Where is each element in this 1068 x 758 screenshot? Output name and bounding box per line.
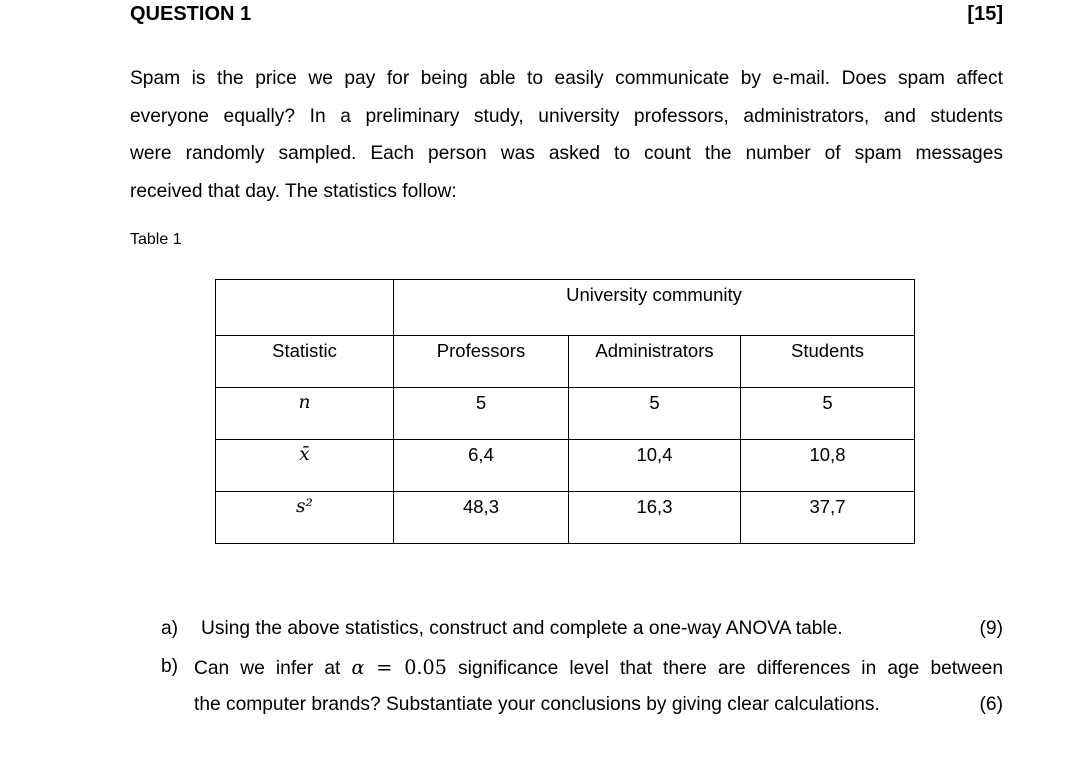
intro-line: received that day. The statistics follow:: [130, 181, 457, 203]
table-caption: Table 1: [130, 231, 182, 248]
column-header-administrators: Administrators: [569, 336, 741, 388]
alpha-expression: [351, 656, 447, 679]
intro-line: everyone equally? In a preliminary study, university professors, administrators, and students: [130, 105, 1003, 127]
row-symbol-xbar: x̄: [216, 440, 394, 492]
part-b-line2: [161, 694, 1003, 732]
part-b-post: significance level that there are differences in age between: [446, 658, 1003, 679]
table-cell: 48,3: [394, 492, 569, 544]
table-cell: 5: [569, 388, 741, 440]
table-corner-cell: [216, 280, 394, 336]
statistics-table: [215, 279, 915, 544]
part-b-label: b): [161, 656, 179, 677]
column-header-students: Students: [741, 336, 915, 388]
intro-line: were randomly sampled. Each person was asked to count the number of spam messages: [130, 143, 1003, 165]
table-row: [216, 492, 915, 544]
table-cell: 16,3: [569, 492, 741, 544]
table-header-row: [216, 336, 915, 388]
part-b-line1: [161, 656, 1003, 694]
intro-line: Spam is the price we pay for being able to easily communicate by e-mail. Does spam affect: [130, 68, 1003, 89]
alpha-value: = 0.05: [364, 656, 447, 679]
part-b-pre: Can we infer at: [194, 658, 352, 679]
table-row: [216, 388, 915, 440]
intro-paragraph: [130, 60, 1003, 211]
question-title: QUESTION 1: [130, 3, 252, 25]
table-cell: 5: [394, 388, 569, 440]
alpha-symbol: α: [351, 656, 365, 679]
row-symbol-n: n: [216, 388, 394, 440]
column-header-professors: Professors: [394, 336, 569, 388]
group-header-cell: University community: [394, 280, 915, 336]
part-b-marks: (6): [979, 694, 1003, 715]
table-cell: 10,4: [569, 440, 741, 492]
question-header: [130, 3, 1003, 27]
part-a-label: a): [161, 618, 179, 639]
table-cell: 10,8: [741, 440, 915, 492]
column-header-statistic: Statistic: [216, 336, 394, 388]
table-group-header-row: [216, 280, 915, 336]
part-b-text-line1: [194, 656, 1003, 680]
part-a-text: Using the above statistics, construct and complete a one-way ANOVA table.: [201, 618, 843, 639]
table-cell: 5: [741, 388, 915, 440]
table-row: [216, 440, 915, 492]
question-marks: [15]: [967, 3, 1003, 25]
part-a-marks: (9): [979, 618, 1003, 639]
part-a: [161, 618, 1003, 656]
table-cell: 37,7: [741, 492, 915, 544]
row-symbol-s-squared: s²: [216, 492, 394, 544]
part-b-text-line2: the computer brands? Substantiate your conclusions by giving clear calculations.: [194, 694, 880, 715]
table-cell: 6,4: [394, 440, 569, 492]
